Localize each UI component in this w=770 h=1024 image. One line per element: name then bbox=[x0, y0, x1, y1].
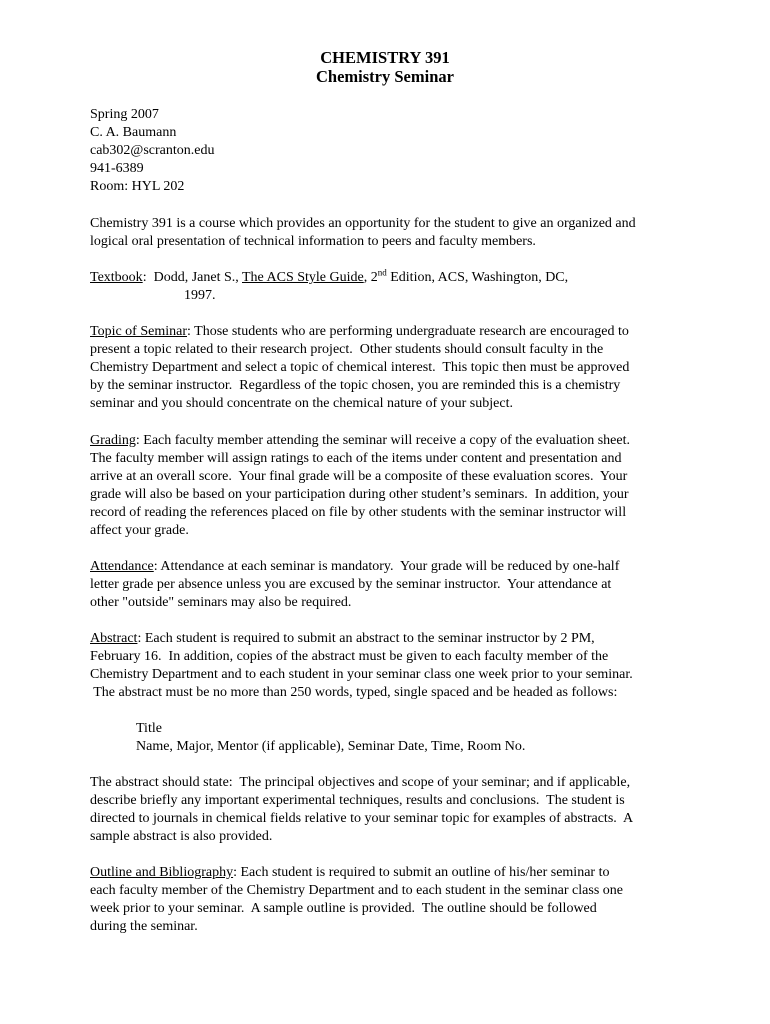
abstract-first-text: : Each student is required to submit an abstract to the seminar instructor by 2 PM, bbox=[137, 631, 595, 646]
instructor-email: cab302@scranton.edu bbox=[90, 143, 215, 158]
abstract-state-line: directed to journals in chemical fields relative to your seminar topic for examples of abstracts. A bbox=[90, 811, 634, 826]
topic-line: by the seminar instructor. Regardless of the topic chosen, you are reminded this is a chemistry bbox=[90, 378, 621, 393]
textbook-title: The ACS Style Guide bbox=[242, 270, 364, 285]
textbook-line bbox=[90, 269, 568, 287]
textbook-label: Textbook bbox=[90, 270, 143, 285]
grading-line: arrive at an overall score. Your final grade will be a composite of these evaluation scores. Your bbox=[90, 469, 628, 484]
abstract-format-title: Title bbox=[136, 721, 162, 736]
outline-first-text: : Each student is required to submit an outline of his/her seminar to bbox=[233, 865, 610, 880]
textbook-publisher: Edition, ACS, Washington, DC, bbox=[386, 270, 569, 285]
abstract-format-fields: Name, Major, Mentor (if applicable), Seminar Date, Time, Room No. bbox=[136, 739, 526, 754]
outline-label: Outline and Bibliography bbox=[90, 865, 234, 880]
attendance-first-text: : Attendance at each seminar is mandatory. Your grade will be reduced by one-half bbox=[153, 559, 620, 574]
topic-line: seminar and you should concentrate on the chemical nature of your subject. bbox=[90, 396, 513, 411]
edition-superscript: nd bbox=[377, 267, 387, 278]
abstract-line: Chemistry Department and to each student in your seminar class one week prior to your seminar. bbox=[90, 667, 633, 682]
outline-line: each faculty member of the Chemistry Department and to each student in the seminar class one bbox=[90, 883, 623, 898]
attendance-first-line bbox=[90, 558, 619, 576]
grading-first-line bbox=[90, 432, 630, 450]
grading-line: The faculty member will assign ratings to each of the items under content and presentation and bbox=[90, 451, 622, 466]
outline-line: during the seminar. bbox=[90, 919, 198, 934]
abstract-state-line: describe briefly any important experimental techniques, results and conclusions. The student is bbox=[90, 793, 625, 808]
term: Spring 2007 bbox=[90, 107, 159, 122]
textbook-edition: , 2 bbox=[363, 270, 378, 285]
topic-line: Chemistry Department and select a topic of chemical interest. This topic then must be approved bbox=[90, 360, 630, 375]
textbook-author: : Dodd, Janet S., bbox=[142, 270, 242, 285]
abstract-state-line: The abstract should state: The principal objectives and scope of your seminar; and if applicable, bbox=[90, 775, 631, 790]
abstract-line: The abstract must be no more than 250 words, typed, single spaced and be headed as follows: bbox=[90, 685, 618, 700]
room: Room: HYL 202 bbox=[90, 179, 185, 194]
attendance-label: Attendance bbox=[90, 559, 154, 574]
instructor-name: C. A. Baumann bbox=[90, 125, 177, 140]
intro-line: Chemistry 391 is a course which provides an opportunity for the student to give an organized and bbox=[90, 216, 636, 231]
instructor-phone: 941-6389 bbox=[90, 161, 144, 176]
grading-line: affect your grade. bbox=[90, 523, 189, 538]
outline-first-line bbox=[90, 864, 609, 882]
grading-label: Grading bbox=[90, 433, 136, 448]
grading-line: record of reading the references placed on file by other students with the seminar instructor will bbox=[90, 505, 627, 520]
topic-line: present a topic related to their research project. Other students should consult faculty in the bbox=[90, 342, 604, 357]
abstract-state-line: sample abstract is also provided. bbox=[90, 829, 273, 844]
outline-line: week prior to your seminar. A sample outline is provided. The outline should be followed bbox=[90, 901, 597, 916]
topic-first-text: : Those students who are performing undergraduate research are encouraged to bbox=[187, 324, 629, 339]
course-title: Chemistry Seminar bbox=[316, 67, 454, 86]
topic-first-line bbox=[90, 323, 629, 341]
abstract-label: Abstract bbox=[90, 631, 138, 646]
textbook-year: 1997. bbox=[184, 288, 216, 303]
abstract-first-line bbox=[90, 630, 595, 648]
intro-line: logical oral presentation of technical information to peers and faculty members. bbox=[90, 234, 536, 249]
grading-line: grade will also be based on your participation during other student’s seminars. In addition, your bbox=[90, 487, 629, 502]
grading-first-text: : Each faculty member attending the seminar will receive a copy of the evaluation sheet. bbox=[135, 433, 630, 448]
topic-label: Topic of Seminar bbox=[90, 324, 187, 339]
attendance-line: other "outside" seminars may also be required. bbox=[90, 595, 352, 610]
attendance-line: letter grade per absence unless you are excused by the seminar instructor. Your attendance at bbox=[90, 577, 612, 592]
abstract-line: February 16. In addition, copies of the abstract must be given to each faculty member of the bbox=[90, 649, 609, 664]
course-number: CHEMISTRY 391 bbox=[320, 48, 450, 67]
